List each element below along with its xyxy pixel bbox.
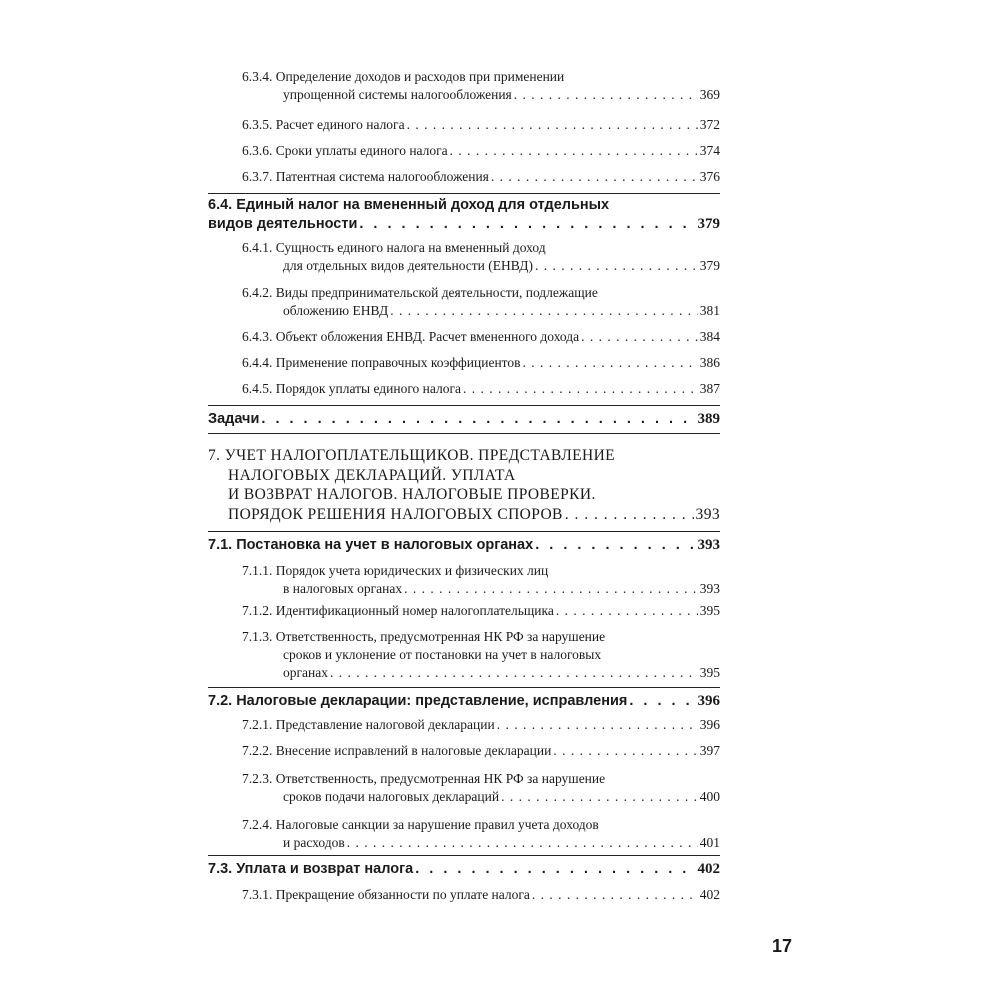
toc-entry-6-4-2[interactable] xyxy=(242,284,720,320)
toc-entry-tasks[interactable] xyxy=(208,410,720,429)
toc-entry-title: 7.2. Налоговые декларации: представление, исправления xyxy=(208,693,628,709)
toc-entry-title: И ВОЗВРАТ НАЛОГОВ. НАЛОГОВЫЕ ПРОВЕРКИ. xyxy=(228,486,596,503)
dot-leader xyxy=(491,168,698,186)
dot-leader xyxy=(535,257,698,275)
dot-leader xyxy=(497,716,698,734)
toc-page-number: 389 xyxy=(697,411,720,427)
section-divider xyxy=(208,855,720,856)
toc-page-number: 376 xyxy=(699,169,720,184)
section-divider xyxy=(208,433,720,434)
dot-leader xyxy=(532,886,698,904)
toc-page-number: 396 xyxy=(697,693,720,709)
toc-entry-title: 7.1. Постановка на учет в налоговых органах xyxy=(208,537,534,553)
toc-entry-title: видов деятельности xyxy=(208,216,358,232)
toc-entry-7-2[interactable] xyxy=(208,692,720,711)
toc-entry-7[interactable] xyxy=(208,446,720,524)
page-number: 17 xyxy=(771,936,792,956)
toc-entry-6-4-1[interactable] xyxy=(242,239,720,275)
toc-entry-7-1-2[interactable] xyxy=(242,602,720,620)
toc-page-number: 379 xyxy=(697,216,720,232)
toc-entry-title: 6.3.4. Определение доходов и расходов при применении xyxy=(242,69,565,84)
toc-page-number: 393 xyxy=(697,537,720,553)
toc-entry-title: 6.4.3. Объект обложения ЕНВД. Расчет вмененного дохода xyxy=(242,329,580,344)
toc-page-number: 393 xyxy=(699,581,720,596)
toc-entry-title: 7.2.4. Налоговые санкции за нарушение правил учета доходов xyxy=(242,817,599,832)
toc-page-number: 381 xyxy=(699,303,720,318)
dot-leader xyxy=(565,505,694,525)
dot-leader xyxy=(581,328,698,346)
toc-entry-7-2-3[interactable] xyxy=(242,770,720,806)
toc-entry-title: 7.1.1. Порядок учета юридических и физических лиц xyxy=(242,563,549,578)
toc-entry-title: 6.4. Единый налог на вмененный доход для отдельных xyxy=(208,197,610,213)
dot-leader xyxy=(261,410,695,429)
toc-entry-title: 7.2.3. Ответственность, предусмотренная НК РФ за нарушение xyxy=(242,771,606,786)
section-divider xyxy=(208,531,720,532)
toc-page-number: 395 xyxy=(699,665,720,680)
dot-leader xyxy=(553,742,697,760)
dot-leader xyxy=(556,602,698,620)
toc-entry-6-3-4[interactable] xyxy=(242,68,720,104)
toc-entry-6-3-5[interactable] xyxy=(242,116,720,134)
toc-entry-title: обложению ЕНВД xyxy=(283,303,389,318)
section-divider xyxy=(208,405,720,406)
dot-leader xyxy=(514,86,698,104)
toc-entry-6-3-7[interactable] xyxy=(242,168,720,186)
toc-entry-title: 6.3.6. Сроки уплаты единого налога xyxy=(242,143,448,158)
toc-entry-title: 6.4.1. Сущность единого налога на вмененный доход xyxy=(242,240,546,255)
toc-entry-7-2-4[interactable] xyxy=(242,816,720,852)
dot-leader xyxy=(404,580,698,598)
toc-entry-title: сроков и уклонение от постановки на учет в налоговых xyxy=(283,647,602,662)
toc-entry-title: ПОРЯДОК РЕШЕНИЯ НАЛОГОВЫХ СПОРОВ xyxy=(228,505,563,523)
section-divider xyxy=(208,687,720,688)
toc-entry-7-2-1[interactable] xyxy=(242,716,720,734)
dot-leader xyxy=(450,142,698,160)
toc-entry-6-4-3[interactable] xyxy=(242,328,720,346)
dot-leader xyxy=(501,788,698,806)
dot-leader xyxy=(629,692,695,711)
toc-entry-title: 7. УЧЕТ НАЛОГОПЛАТЕЛЬЩИКОВ. ПРЕДСТАВЛЕНИЕ xyxy=(208,447,616,464)
toc-page-number: 372 xyxy=(699,117,720,132)
dot-leader xyxy=(407,116,698,134)
toc-page-number: 386 xyxy=(699,355,720,370)
toc-entry-6-4-5[interactable] xyxy=(242,380,720,398)
dot-leader xyxy=(535,536,695,555)
toc-page-number: 369 xyxy=(699,87,720,102)
toc-entry-6-4[interactable] xyxy=(208,196,720,234)
toc-entry-title: 6.4.4. Применение поправочных коэффициентов xyxy=(242,355,521,370)
toc-entry-title: 6.4.5. Порядок уплаты единого налога xyxy=(242,381,462,396)
dot-leader xyxy=(330,664,698,682)
toc-entry-title: в налоговых органах xyxy=(283,581,403,596)
toc-entry-title: и расходов xyxy=(283,835,345,850)
toc-page-number: 395 xyxy=(699,603,720,618)
toc-entry-title: 7.2.1. Представление налоговой декларации xyxy=(242,717,495,732)
toc-entry-7-2-2[interactable] xyxy=(242,742,720,760)
dot-leader xyxy=(390,302,698,320)
toc-entry-title: 7.1.3. Ответственность, предусмотренная НК РФ за нарушение xyxy=(242,629,606,644)
toc-entry-title: для отдельных видов деятельности (ЕНВД) xyxy=(283,258,533,273)
dot-leader xyxy=(415,860,695,879)
dot-leader xyxy=(359,215,695,234)
toc-page-number: 379 xyxy=(699,258,720,273)
toc-entry-7-1-3[interactable] xyxy=(242,628,720,682)
toc-entry-title: 6.3.5. Расчет единого налога xyxy=(242,117,405,132)
toc-entry-title: Задачи xyxy=(208,411,260,427)
toc-page-number: 387 xyxy=(699,381,720,396)
toc-entry-title: 7.3. Уплата и возврат налога xyxy=(208,861,414,877)
toc-page-number: 401 xyxy=(699,835,720,850)
toc-entry-7-3[interactable] xyxy=(208,860,720,879)
toc-entry-title: 7.1.2. Идентификационный номер налогоплательщика xyxy=(242,603,554,618)
toc-entry-title: 7.3.1. Прекращение обязанности по уплате налога xyxy=(242,887,530,902)
toc-entry-title: 6.4.2. Виды предпринимательской деятельности, подлежащие xyxy=(242,285,598,300)
toc-page-number: 396 xyxy=(699,717,720,732)
toc-page-number: 374 xyxy=(699,143,720,158)
toc-entry-title: органах xyxy=(283,665,328,680)
toc-page-number: 397 xyxy=(699,743,720,758)
section-divider xyxy=(208,193,720,194)
toc-page-number: 400 xyxy=(699,789,720,804)
toc-entry-title: упрощенной системы налогообложения xyxy=(283,87,512,102)
toc-entry-7-1[interactable] xyxy=(208,536,720,555)
toc-entry-7-1-1[interactable] xyxy=(242,562,720,598)
dot-leader xyxy=(463,380,698,398)
toc-page-number: 402 xyxy=(699,887,720,902)
toc-entry-6-3-6[interactable] xyxy=(242,142,720,160)
toc-page-number: 384 xyxy=(699,329,720,344)
toc-entry-7-3-1[interactable] xyxy=(242,886,720,904)
toc-entry-title: 6.3.7. Патентная система налогообложения xyxy=(242,169,489,184)
dot-leader xyxy=(347,834,698,852)
toc-page-number: 402 xyxy=(697,861,720,877)
toc-entry-title: сроков подачи налоговых деклараций xyxy=(283,789,500,804)
dot-leader xyxy=(523,354,698,372)
toc-page-number: 393 xyxy=(695,505,720,523)
toc-entry-title: НАЛОГОВЫХ ДЕКЛАРАЦИЙ. УПЛАТА xyxy=(228,466,516,484)
toc-entry-title: 7.2.2. Внесение исправлений в налоговые декларации xyxy=(242,743,552,758)
toc-entry-6-4-4[interactable] xyxy=(242,354,720,372)
